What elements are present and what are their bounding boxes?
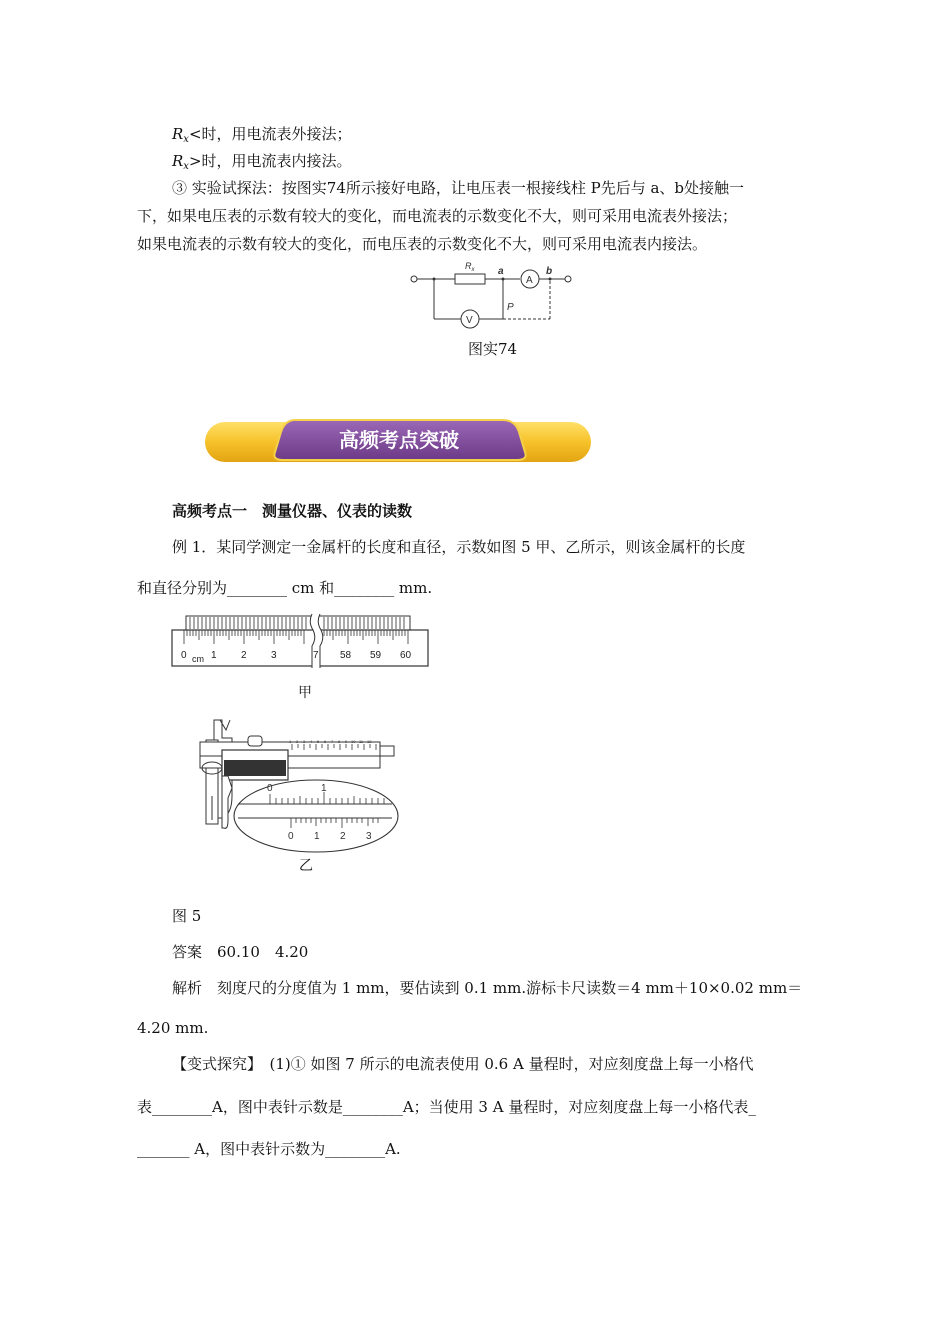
variant-line-1: 【变式探究】 (1)① 如图 7 所示的电流表使用 0.6 A 量程时，对应刻度盘上每一小格代 (172, 1055, 754, 1073)
ruler-label-7: 7 (313, 650, 319, 661)
rule-var: R (172, 152, 184, 170)
banner-title: 高频考点突破 (339, 430, 459, 452)
variant-line-3: _______ A，图中表针示数为________A. (137, 1140, 401, 1158)
analysis-line-1: 解析 刻度尺的分度值为 1 mm，要估读到 0.1 mm.游标卡尺读数＝4 mm＋10×0.02 mm＝ (172, 979, 803, 997)
ruler-label-3: 3 (271, 650, 277, 661)
section-banner (203, 414, 593, 466)
caliper-top-label: 2 (296, 739, 299, 744)
ruler-label-2: 2 (241, 650, 247, 661)
vernier-label-3: 3 (366, 831, 372, 842)
rule-var: R (172, 125, 184, 143)
resistor-label: $R_x$ (465, 261, 475, 273)
node-b-label: b (546, 266, 553, 277)
ruler-label-59: 59 (370, 650, 382, 661)
vernier-label-0: 0 (288, 831, 294, 842)
rule-line-1 (172, 124, 352, 150)
rule-line-2 (172, 151, 352, 177)
caliper-figure (192, 716, 407, 856)
caliper-top-label: 12 (367, 739, 372, 744)
node-a-label: a (498, 266, 504, 277)
example-line-1: 例 1．某同学测定一金属杆的长度和直径，示数如图 5 甲、乙所示，则该金属杆的长度 (172, 538, 746, 556)
main-scale-label-1: 1 (321, 783, 327, 794)
example-line-2: 和直径分别为________ cm 和________ mm. (137, 579, 433, 597)
rule-sub: x (183, 134, 189, 145)
method3-line-3: 如果电流表的示数有较大的变化，而电压表的示数变化不大，则可采用电流表内接法。 (137, 235, 708, 253)
caliper-top-label: 7 (331, 739, 334, 744)
rule-text: <时，用电流表外接法； (188, 125, 352, 143)
ruler-label-58: 58 (340, 650, 352, 661)
circuit-caption: 图实74 (468, 340, 518, 358)
circuit-diagram (405, 258, 580, 333)
ruler-label-60: 60 (400, 650, 412, 661)
section-heading: 高频考点一 测量仪器、仪表的读数 (172, 502, 413, 520)
answer-line: 答案 60.10 4.20 (172, 943, 309, 961)
ruler-figure (170, 612, 430, 670)
rule-sub: x (183, 161, 189, 172)
caliper-top-label: 10 (351, 739, 356, 744)
variant-line-2: 表________A，图中表针示数是________A；当使用 3 A 量程时，对应刻度盘上每一小格代表_ (137, 1098, 756, 1116)
vernier-label-2: 2 (340, 831, 346, 842)
ruler-label-1: 1 (211, 650, 217, 661)
figure-label: 图 5 (172, 907, 202, 925)
method3-line-1: ③ 实验试探法：按图实74所示接好电路，让电压表一根接线柱 P先后与 a、b处接触一 (172, 179, 745, 197)
ammeter-label: A (526, 275, 533, 286)
analysis-line-2: 4.20 mm. (137, 1019, 209, 1037)
resistor (455, 274, 485, 284)
method3-line-2: 下，如果电压表的示数有较大的变化，而电流表的示数变化不大，则可采用电流表外接法； (137, 207, 738, 225)
ruler-caption: 甲 (298, 685, 312, 701)
node-p-label: P (507, 302, 514, 313)
caliper-top-label: 11 (359, 739, 364, 744)
voltmeter-label: V (466, 315, 473, 326)
rule-text: >时，用电流表内接法。 (188, 152, 352, 170)
caliper-top-label: 5 (317, 739, 320, 744)
caliper-top-label: 1 (289, 739, 292, 744)
caliper-top-label: 4 (310, 739, 313, 744)
caliper-top-label: 8 (338, 739, 341, 744)
ruler-label-0: 0 (181, 650, 187, 661)
caliper-top-label: 6 (324, 739, 327, 744)
caliper-top-label: 3 (303, 739, 306, 744)
vernier-label-1: 1 (314, 831, 320, 842)
ruler-label-cm: cm (192, 654, 204, 664)
caliper-caption: 乙 (299, 858, 313, 874)
main-scale-label-0: 0 (267, 783, 273, 794)
caliper-top-label: 9 (345, 739, 348, 744)
